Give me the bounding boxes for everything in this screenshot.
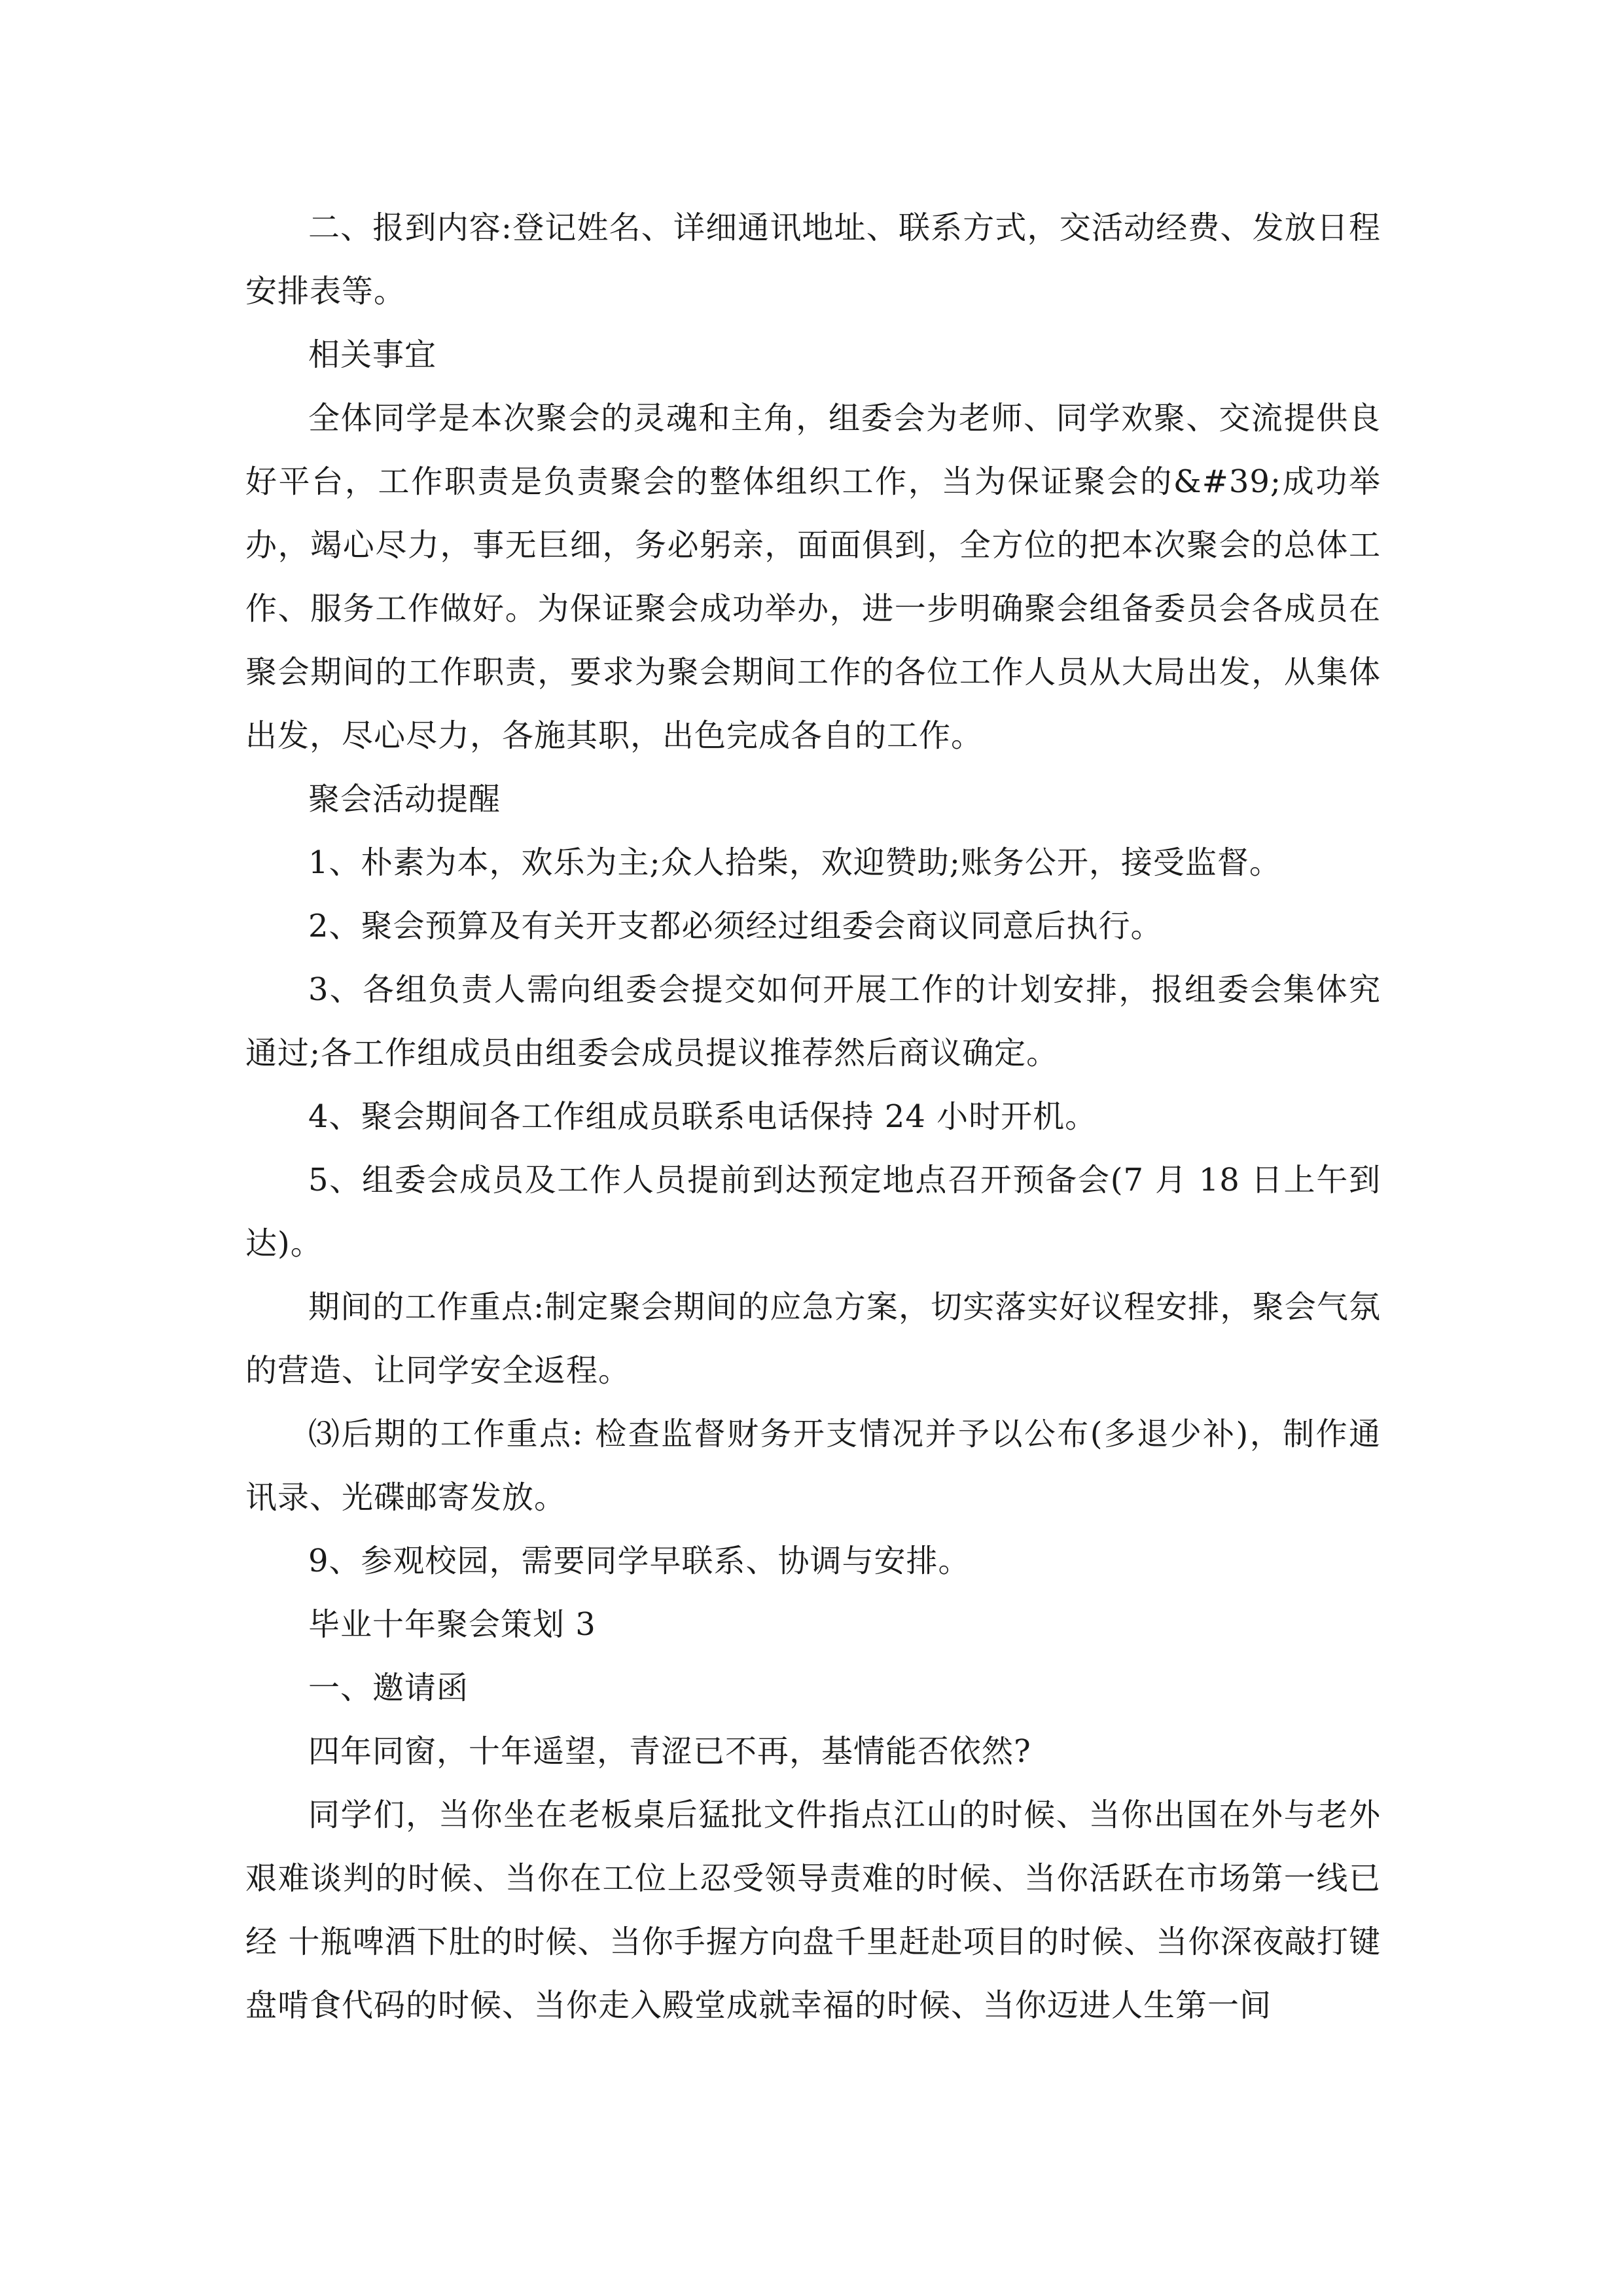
reminder-item-2: 2、聚会预算及有关开支都必须经过组委会商议同意后执行。 (308, 908, 1163, 944)
paragraph-registration-content: 二、报到内容:登记姓名、详细通讯地址、联系方式，交活动经费、发放日程安排表等。 (245, 209, 1381, 310)
document-body (245, 196, 1381, 2037)
paragraph-invitation-body: 同学们，当你坐在老板桌后猛批文件指点江山的时候、当你出国在外与老外艰难谈判的时候、当你在工位上忍受领导责难的时候、当你活跃在市场第一线已经 十瓶啤酒下肚的时候、当你手握方向盘千里赶赴项目的时候、当你深夜敲打键盘啃食代码的时候、当你走入殿堂成就幸福的时候、当你迈进人生第一间 (245, 1797, 1381, 2024)
paragraph-invitation-intro: 四年同窗，十年遥望，青涩已不再，基情能否依然? (308, 1733, 1031, 1770)
heading-related-matters: 相关事宜 (308, 336, 437, 373)
paragraph-work-focus: 期间的工作重点:制定聚会期间的应急方案，切实落实好议程安排，聚会气氛的营造、让同学安全返程。 (245, 1289, 1381, 1389)
paragraph-later-work-focus: ⑶后期的工作重点: 检查监督财务开支情况并予以公布(多退少补)，制作通讯录、光碟邮寄发放。 (245, 1416, 1381, 1516)
paragraph-committee-duties: 全体同学是本次聚会的灵魂和主角，组委会为老师、同学欢聚、交流提供良好平台，工作职责是负责聚会的整体组织工作，当为保证聚会的&#39;成功举办，竭心尽力，事无巨细，务必躬亲，面面俱到，全方位的把本次聚会的总体工作、服务工作做好。为保证聚会成功举办，进一步明确聚会组备委员会各成员在聚会期间的工作职责，要求为聚会期间工作的各位工作人员从大局出发，从集体出发，尽心尽力，各施其职，出色完成各自的工作。 (245, 400, 1381, 754)
heading-invitation: 一、邀请函 (308, 1670, 469, 1706)
reminder-item-4: 4、聚会期间各工作组成员联系电话保持 24 小时开机。 (308, 1098, 1097, 1135)
reminder-item-9: 9、参观校园，需要同学早联系、协调与安排。 (308, 1543, 971, 1579)
heading-activity-reminders: 聚会活动提醒 (308, 781, 501, 817)
section-title-plan-3: 毕业十年聚会策划 3 (308, 1606, 596, 1643)
reminder-item-5: 5、组委会成员及工作人员提前到达预定地点召开预备会(7 月 18 日上午到达)。 (245, 1162, 1381, 1262)
reminder-item-3: 3、各组负责人需向组委会提交如何开展工作的计划安排，报组委会集体究通过;各工作组成员由组委会成员提议推荐然后商议确定。 (245, 971, 1381, 1071)
reminder-item-1: 1、朴素为本，欢乐为主;众人拾柴，欢迎赞助;账务公开，接受监督。 (308, 844, 1281, 881)
